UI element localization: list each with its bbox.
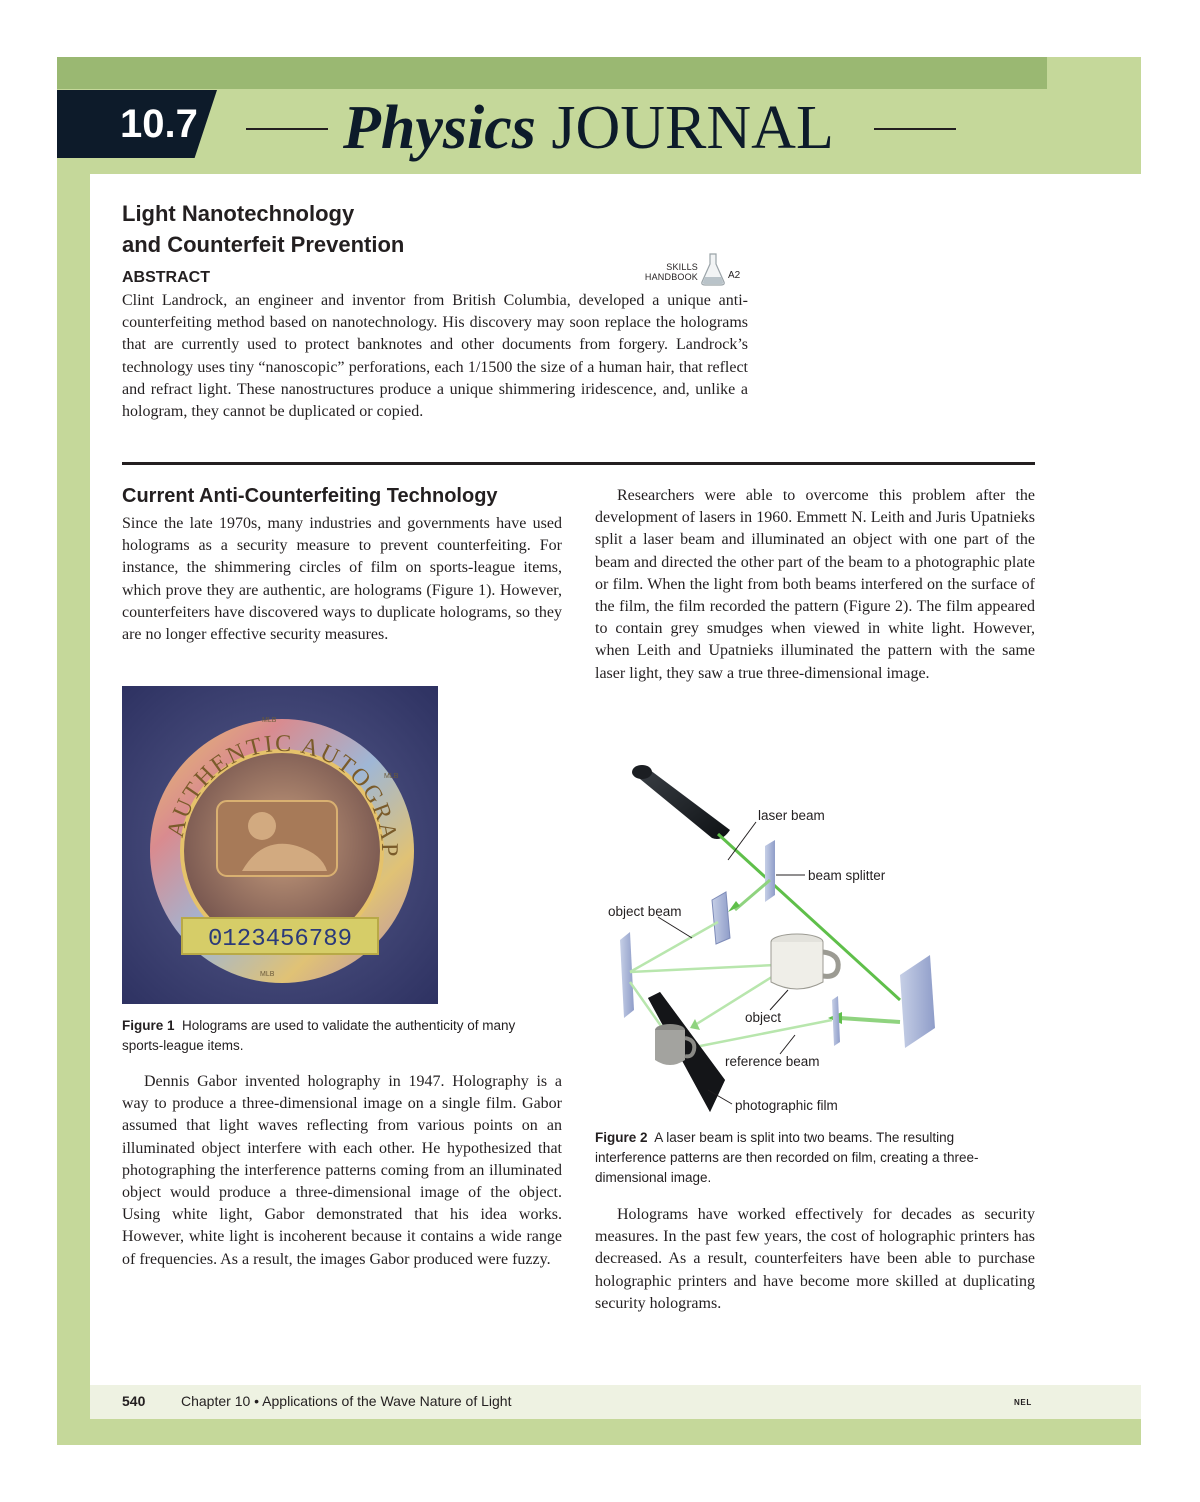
article-title (122, 198, 404, 260)
title-rule-right (874, 128, 956, 130)
left-column-heading: Current Anti-Counterfeiting Technology (122, 485, 498, 507)
section-divider (122, 462, 1035, 465)
skills-handbook-ref[interactable] (640, 252, 750, 288)
object-beam-line (735, 880, 770, 910)
label-photographic-film: photographic film (735, 1098, 838, 1113)
abstract-text: Clint Landrock, an engineer and inventor from British Columbia, developed a unique anti-counterfeiting method based on nanotechnology. His discovery may soon replace the holograms that are currently used to protect banknotes and other documents from forgery. Landrock’s technology uses tiny “nanoscopic” perforations, each 1/1500 the size of a human hair, that reflect and refract light. These nanostructures produce a unique shimmering iridescence, and, unlike a hologram, they cannot be duplicated or copied. (122, 292, 748, 421)
object-mirror (712, 892, 730, 944)
holography-setup-diagram (600, 760, 1040, 1120)
label-object-beam: object beam (608, 904, 682, 919)
flask-icon (700, 252, 726, 286)
label-reference-beam: reference beam (725, 1054, 820, 1069)
reference-mirror (832, 996, 840, 1046)
figure-2-caption: Figure 2 A laser beam is split into two beams. The resulting interference patterns are then recorded on film, creating a three-dimensional image. (595, 1130, 979, 1185)
beam-splitter (765, 840, 775, 902)
footer-chapter-title: Chapter 10 • Applications of the Wave Nature of Light (181, 1393, 512, 1409)
laser-device (632, 765, 730, 839)
right-mirror (900, 955, 935, 1048)
skills-handbook-label: SKILLS HANDBOOK (644, 262, 698, 282)
footer-page-number: 540 (122, 1393, 146, 1409)
label-object: object (745, 1010, 782, 1025)
hologram-image (122, 686, 438, 1004)
top-band (57, 57, 1047, 89)
journal-title-italic: Physics (343, 94, 536, 162)
title-rule-left (246, 128, 328, 130)
label-laser-beam: laser beam (758, 808, 825, 823)
right-paragraph-1: Researchers were able to overcome this problem after the development of lasers in 1960. Emmett N. Leith and Juris Upatnieks split a laser beam and illuminated an object with one part of the beam and directed the other part of the beam to a photographic plate or film. When the light from both beams interfered on the surface of the film, the film recorded the pattern (Figure 2). The film appeared to contain grey smudges when viewed in white light. However, when Leith and Upatnieks illuminated the pattern with the same laser light, they saw a true three-dimensional image. (595, 487, 1035, 682)
right-paragraph-2: Holograms have worked effectively for decades as security measures. In the past few years, the cost of holographic printers has decreased. As a result, counterfeiters have been able to purchase holographic printers and have become more skilled at duplicating security holograms. (595, 1206, 1035, 1312)
svg-text:MLB: MLB (262, 717, 277, 724)
coffee-mug-object (771, 934, 838, 989)
figure-2-holography-diagram (600, 760, 1040, 1120)
svg-text:MLB: MLB (384, 773, 399, 780)
section-number: 10.7 (120, 102, 198, 146)
left-mirror (620, 932, 634, 1018)
left-paragraph-1: Since the late 1970s, many industries and governments have used holograms as a security measure to prevent counterfeiting. For instance, the shimmering circles of film on sports-league items, which prove they are authentic, are holograms (Figure 1). However, counterfeiters have discovered ways to duplicate holograms, so they are no longer effective security measures. (122, 515, 562, 644)
skills-handbook-code: A2 (728, 270, 741, 281)
svg-text:MLB: MLB (260, 971, 275, 978)
reference-beam-line (840, 1018, 900, 1022)
left-paragraph-2: Dennis Gabor invented holography in 1947. Holography is a way to produce a three-dimensional image on a single film. Gabor assumed that light waves reflecting from various points on an illuminated object interfere with each other. He hypothesized that photographing the interference patterns coming from an illuminated object would produce a three-dimensional image of the object. Using white light, Gabor demonstrated that his idea works. However, white light is incoherent because it contains a wide range of frequencies. As a result, the images Gabor produced were fuzzy. (122, 1073, 562, 1268)
serial-number: 0123456789 (207, 926, 353, 953)
journal-title-caps: JOURNAL (551, 94, 834, 162)
journal-title (343, 92, 834, 164)
label-beam-splitter: beam splitter (808, 868, 886, 883)
photographic-film-plate (648, 992, 725, 1112)
article-title-line-2: and Counterfeit Prevention (122, 232, 405, 257)
figure-1-caption: Figure 1 Holograms are used to validate the authenticity of many sports-league items. (122, 1018, 516, 1053)
article-title-line-1: Light Nanotechnology (122, 201, 355, 226)
abstract-heading: ABSTRACT (122, 269, 210, 286)
ring-text: AUTHENTIC AUTOGRAP (162, 730, 403, 859)
footer-publisher: NEL (1014, 1398, 1032, 1407)
figure-1-hologram-photo (122, 686, 438, 1004)
